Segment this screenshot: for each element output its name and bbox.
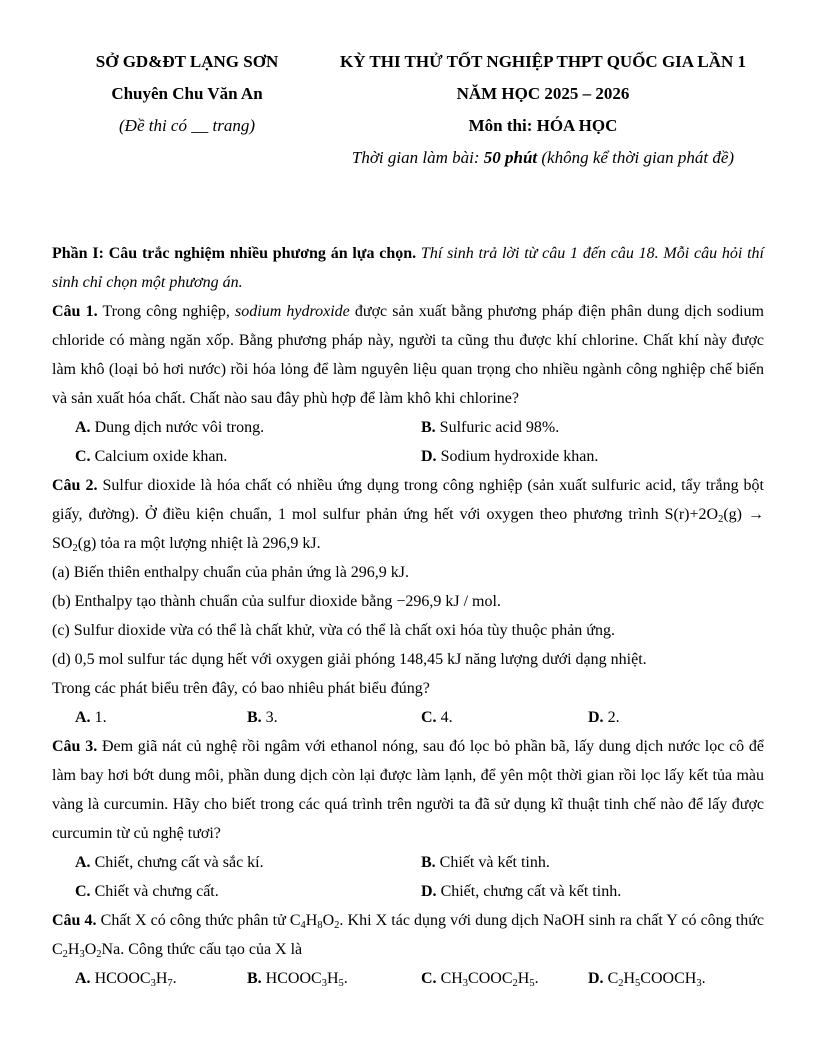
question-1-text: Câu 1. Trong công nghiệp, sodium hydroxide được sản xuất bằng phương pháp điện phân dung dịch sodium chloride có màng ngăn xốp. Bằng phương pháp này, người ta cũng thu được khí chlorine. Chất khí này được làm khô (loại bỏ hơi nước) rồi hóa lỏng để làm nguyên liệu quan trọng cho nhiều ngành công nghiệp chế biến và sản xuất hóa chất. Chất nào sau đây phù hợp để làm khô khi chlorine?	[52, 303, 765, 407]
question-2-text: Câu 2. Sulfur dioxide là hóa chất có nhiều ứng dụng trong công nghiệp (sản xuất sulfuric acid, tẩy trắng bột giấy, đường). Ở điều kiện chuẩn, 1 mol sulfur phản ứng hết với oxygen theo phương trình $S(r)+2O_2(g) \to SO_2(g)$ tỏa ra một lượng nhiệt là 296,9 kJ.	[52, 477, 765, 554]
school-department: SỞ GD&ĐT LẠNG SƠN	[95, 52, 279, 71]
question-1-option-c: C. Calcium oxide khan.	[75, 448, 228, 465]
document-header	[52, 46, 764, 174]
question-1-option-b: B. Sulfuric acid 98%.	[421, 419, 560, 436]
question-3-option-a: A. Chiết, chưng cất và sắc kí.	[75, 854, 264, 871]
header-exam-block	[322, 46, 764, 174]
question-2-statement-c: (c) Sulfur dioxide vừa có thể là chất khử, vừa có thể là chất oxi hóa tùy thuộc phản ứng.	[52, 622, 615, 639]
question-2-option-b: B. 3.	[247, 709, 278, 726]
question-2-statement-d: (d) 0,5 mol sulfur tác dụng hết với oxygen giải phóng 148,45 kJ năng lượng dưới dạng nhiệt.	[52, 651, 647, 668]
question-2-option-d: D. 2.	[588, 709, 620, 726]
question-2-statement-b: (b) Enthalpy tạo thành chuẩn của sulfur dioxide bằng −296,9 kJ / mol.	[52, 593, 501, 610]
question-2-closing: Trong các phát biểu trên đây, có bao nhiêu phát biểu đúng?	[52, 680, 430, 697]
question-2-option-c: C. 4.	[421, 709, 453, 726]
question-4-options	[75, 964, 764, 993]
exam-title: KỲ THI THỬ TỐT NGHIỆP THPT QUỐC GIA LẦN 1	[339, 52, 747, 71]
subject-line: Môn thi: HÓA HỌC	[468, 116, 618, 135]
school-name: Chuyên Chu Văn An	[111, 84, 263, 103]
school-year: NĂM HỌC 2025 – 2026	[456, 84, 630, 103]
duration-line: Thời gian làm bài: 50 phút (không kể thời gian phát đề)	[351, 148, 735, 167]
question-4-text: Câu 4. Chất X có công thức phân tử $C_4H_8O_2$. Khi X tác dụng với dung dịch NaOH sinh ra chất Y có công thức $C_2H_3O_2Na$. Công thức cấu tạo của X là	[52, 912, 764, 960]
question-4-option-a: A. $HCOOC_3H_7$.	[75, 970, 177, 989]
question-4-option-c: C. $CH_3COOC_2H_5$.	[421, 970, 539, 989]
question-1-option-d: D. Sodium hydroxide khan.	[421, 448, 599, 465]
question-3-options	[75, 848, 764, 906]
question-2-option-a: A. 1.	[75, 709, 107, 726]
question-4-option-b: B. $HCOOC_3H_5$.	[247, 970, 348, 989]
question-1-options	[75, 413, 764, 471]
question-2-statement-a: (a) Biến thiên enthalpy chuẩn của phản ứng là 296,9 kJ.	[52, 564, 410, 581]
question-3-option-c: C. Chiết và chưng cất.	[75, 883, 219, 900]
page-count-note: (Đề thi có __ trang)	[119, 116, 255, 135]
question-1-option-a: A. Dung dịch nước vôi trong.	[75, 419, 265, 436]
header-school-block	[52, 46, 322, 174]
part1-heading: Phần I: Câu trắc nghiệm nhiều phương án lựa chọn. Thí sinh trả lời từ câu 1 đến câu 18. Mỗi câu hỏi thí sinh chỉ chọn một phương án.	[52, 245, 764, 291]
document-body	[52, 239, 764, 993]
question-2-options	[75, 703, 764, 732]
question-4-option-d: D. $C_2H_5COOCH_3$.	[588, 970, 706, 989]
question-3-option-d: D. Chiết, chưng cất và kết tinh.	[421, 883, 622, 900]
question-3-option-b: B. Chiết và kết tinh.	[421, 854, 550, 871]
question-3-text: Câu 3. Đem giã nát củ nghệ rồi ngâm với ethanol nóng, sau đó lọc bỏ phần bã, lấy dung dịch nước lọc cô để làm bay hơi bớt dung môi, phần dung dịch còn lại được làm lạnh, để yên một thời gian rồi lọc lấy kết tủa màu vàng là curcumin. Hãy cho biết trong các quá trình trên người ta đã sử dụng kĩ thuật tinh chế nào để lấy được curcumin từ củ nghệ tươi?	[52, 738, 765, 842]
